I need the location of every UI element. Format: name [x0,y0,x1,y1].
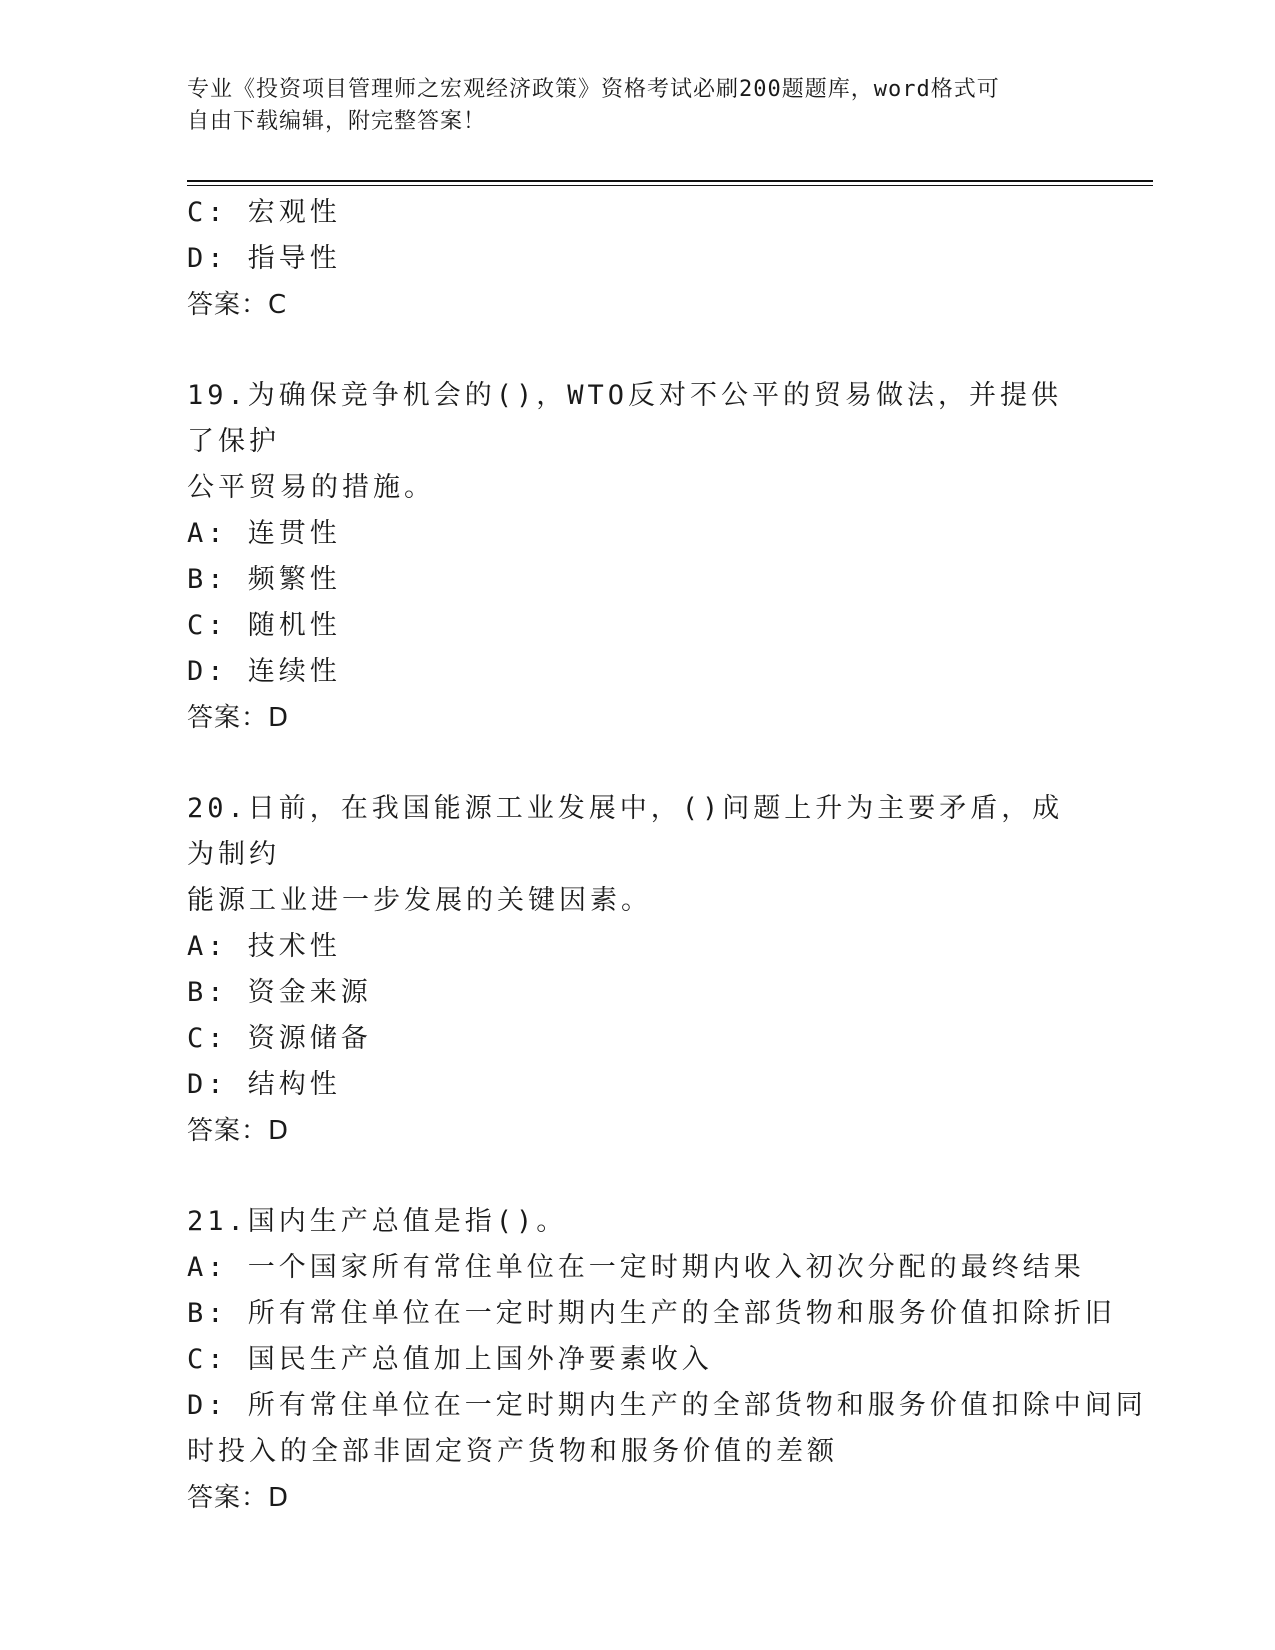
option-text: 技术性 [247,931,341,962]
option-c [187,1016,1087,1062]
option-c [187,1337,1087,1383]
header-divider-thin [187,185,1153,186]
option-label: D: [187,1069,228,1100]
option-d [187,649,1087,695]
option-a [187,511,1087,557]
option-a [187,924,1087,970]
option-d-continuation: 时投入的全部非固定资产货物和服务价值的差额 [187,1436,838,1467]
option-label: A: [187,931,228,962]
option-text: 资金来源 [247,977,372,1008]
option-label: D: [187,656,228,687]
option-label: C: [187,197,228,228]
question-18-continued [187,190,1087,328]
option-text: 宏观性 [247,197,341,228]
question-21 [187,1199,1147,1521]
option-b [187,1291,1116,1337]
option-label: B: [187,1298,228,1329]
option-text: 随机性 [247,610,341,641]
option-label: C: [187,1023,228,1054]
question-stem-line: 19.为确保竞争机会的()，WTO反对不公平的贸易做法，并提供了保护 [187,380,1063,457]
option-label: B: [187,977,228,1008]
option-text: 资源储备 [247,1023,372,1054]
header-line-2: 自由下载编辑，附完整答案！ [187,109,487,134]
option-label: C: [187,1344,228,1375]
option-d [187,236,1087,282]
option-label: B: [187,564,228,595]
question-20 [187,786,1087,1154]
option-text: 所有常住单位在一定时期内生产的全部货物和服务价值扣除中间同 [247,1390,1147,1421]
option-text: 国民生产总值加上国外净要素收入 [247,1344,713,1375]
option-b [187,970,1087,1016]
answer-line: 答案：D [187,703,290,733]
question-stem-line: 公平贸易的措施。 [187,472,435,503]
option-c [187,603,1087,649]
option-label: D: [187,1390,228,1421]
option-text: 指导性 [247,243,341,274]
option-label: D: [187,243,228,274]
option-text: 频繁性 [247,564,341,595]
header-divider-thick [187,180,1153,182]
answer-line: 答案：D [187,1116,290,1146]
answer-line: 答案：C [187,290,288,320]
question-19 [187,373,1087,741]
option-d [187,1062,1087,1108]
option-c [187,190,1087,236]
option-text: 连贯性 [247,518,341,549]
option-text: 所有常住单位在一定时期内生产的全部货物和服务价值扣除折旧 [247,1298,1116,1329]
question-stem-line: 能源工业进一步发展的关键因素。 [187,885,652,916]
option-text: 连续性 [247,656,341,687]
option-text: 结构性 [247,1069,341,1100]
question-stem-line: 20.日前，在我国能源工业发展中，()问题上升为主要矛盾，成为制约 [187,793,1064,870]
document-header [187,74,1087,138]
option-label: A: [187,1252,228,1283]
option-text: 一个国家所有常住单位在一定时期内收入初次分配的最终结果 [247,1252,1085,1283]
question-list [187,190,1147,1521]
option-label: A: [187,518,228,549]
answer-line: 答案：D [187,1483,290,1513]
option-b [187,557,1087,603]
question-stem-line: 21.国内生产总值是指()。 [187,1206,568,1237]
option-a [187,1245,1087,1291]
header-line-1: 专业《投资项目管理师之宏观经济政策》资格考试必刷200题题库，word格式可 [187,77,1000,102]
option-d [187,1383,1147,1429]
option-label: C: [187,610,228,641]
